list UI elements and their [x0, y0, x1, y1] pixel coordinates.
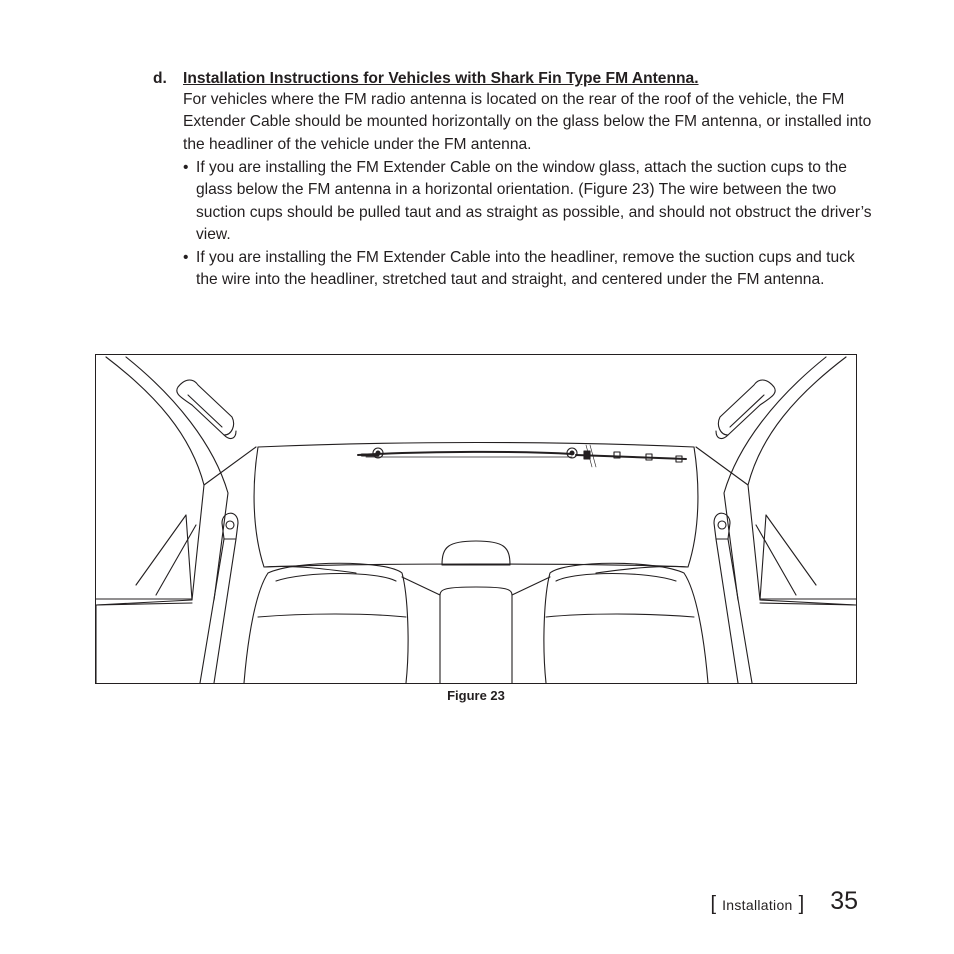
suction-cup-icon	[362, 448, 383, 458]
intro-paragraph: For vehicles where the FM radio antenna is located on the rear of the roof of the vehicle, the FM Extender Cable should be mounted horizontally on the glass below the FM antenna, or installed into the headliner of the vehicle under the FM antenna.	[183, 91, 872, 153]
section-heading	[153, 68, 873, 90]
figure-23-illustration	[95, 354, 857, 684]
right-seat	[544, 563, 708, 683]
car-interior-drawing	[96, 355, 856, 683]
fm-extender-cable	[358, 452, 686, 459]
footer-close-bracket: ]	[798, 893, 805, 915]
section-title: Installation Instructions for Vehicles with Shark Fin Type FM Antenna.	[183, 70, 699, 87]
section-marker: d.	[153, 70, 167, 87]
center-seat	[402, 577, 550, 683]
right-grab-handle-icon	[716, 380, 775, 438]
brake-light	[442, 541, 510, 565]
figure-caption: Figure 23	[447, 688, 505, 703]
instruction-list	[183, 157, 873, 293]
right-seat-belt	[714, 513, 752, 683]
list-item	[183, 157, 873, 246]
left-seat-belt	[200, 513, 238, 683]
list-item-text: If you are installing the FM Extender Cable on the window glass, attach the suction cups to the glass below the FM antenna in a horizontal orientation. (Figure 23) The wire between the two suction cups should be pulled taut and as straight as possible, and should not obstruct the driver’s view.	[196, 159, 872, 243]
bullet-icon: •	[183, 249, 189, 267]
page-number: 35	[830, 887, 858, 915]
rear-window	[254, 443, 698, 568]
footer-section-name: Installation	[722, 897, 793, 913]
bullet-icon: •	[183, 159, 189, 176]
footer-open-bracket: [	[710, 893, 717, 915]
left-grab-handle-icon	[177, 380, 236, 438]
rear-shelf	[264, 566, 688, 573]
left-seat	[244, 563, 408, 683]
list-item-text: If you are installing the FM Extender Cable into the headliner, remove the suction cups and tuck the wire into the headliner, stretched taut and straight, and centered under the FM antenna.	[196, 249, 855, 289]
left-pillar	[96, 357, 256, 683]
list-item	[183, 247, 873, 292]
page-footer	[711, 876, 858, 916]
